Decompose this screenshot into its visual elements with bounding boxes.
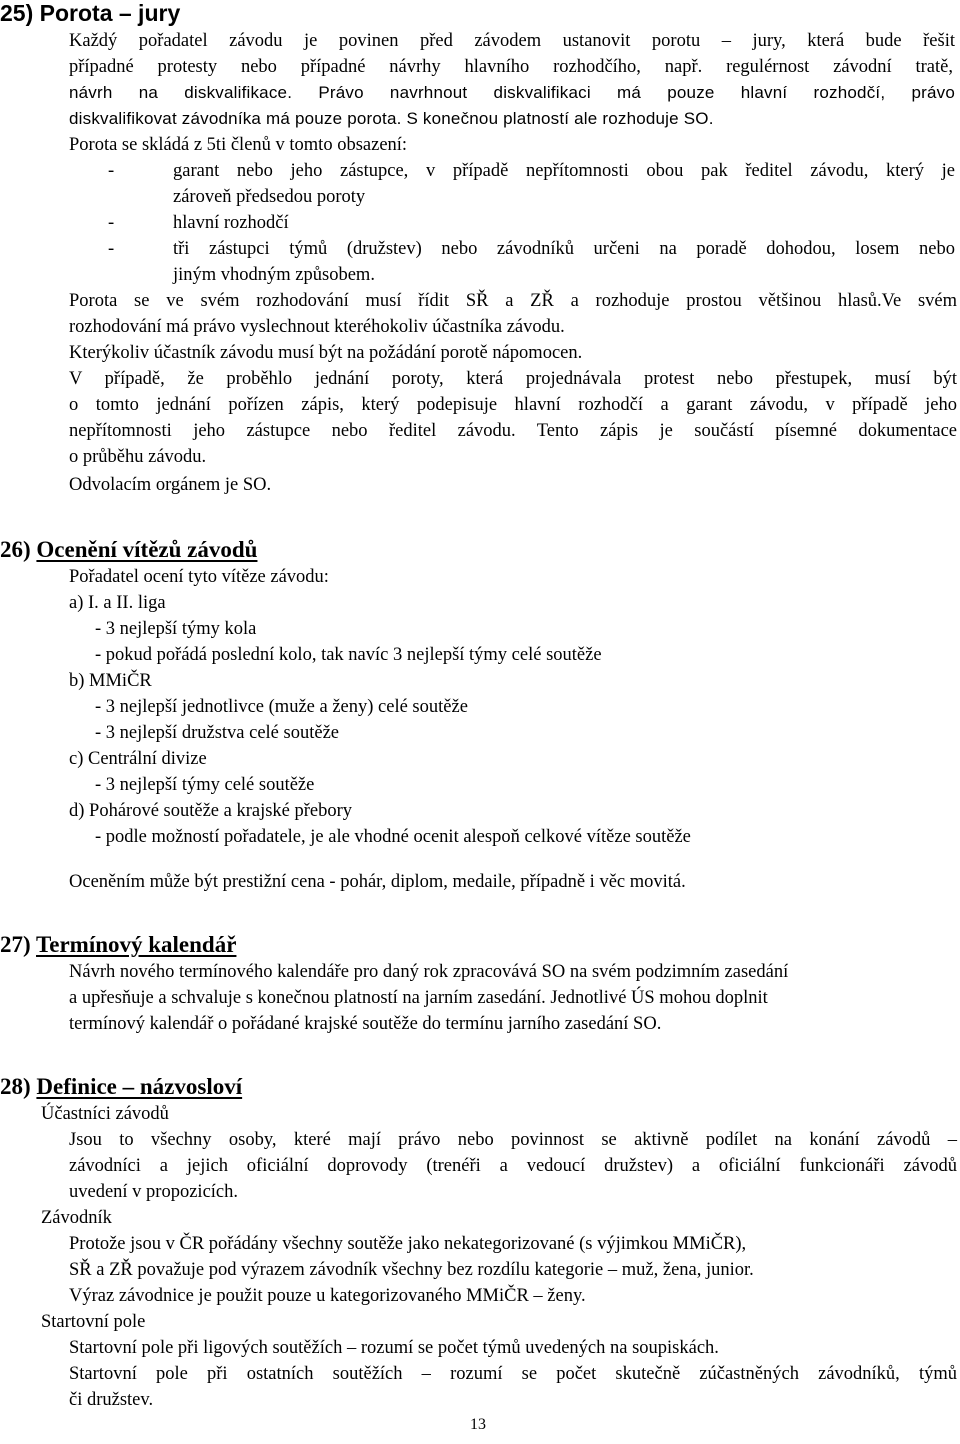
paragraph-line: nepřítomnosti jeho zástupce nebo ředitel závodu. Tento zápis je součástí písemné dokumentace [69,421,957,441]
list-item: garant nebo jeho zástupce, v případě nepřítomnosti obou pak ředitel závodu, který je [173,161,955,181]
paragraph-line: o tomto jednání pořízen zápis, který podepisuje hlavní rozhodčí a garant závodu, v případě jeho [69,395,957,415]
definition-term: Závodník [41,1208,112,1228]
section-title: Definice – názvosloví [36,1074,243,1099]
paragraph-line: Jsou to všechny osoby, které mají právo nebo povinnost se aktivně podílet na konání závodů – [69,1130,957,1150]
paragraph-line: termínový kalendář o pořádané krajské soutěže do termínu jarního zasedání SO. [69,1014,662,1034]
paragraph-line: Pořadatel ocení tyto vítěze závodu: [69,567,329,587]
paragraph-line: závodníci a jejich oficiální doprovody (trenéři a vedoucí družstev) a oficiální funkcionáři závodů [69,1156,957,1176]
paragraph-line: Porota se ve svém rozhodování musí řídit SŘ a ZŘ a rozhoduje prostou většinou hlasů.Ve svém [69,291,957,311]
section-title: Porota – jury [39,0,181,26]
paragraph-line: diskvalifikovat závodníka má pouze porota. S konečnou platností ale rozhoduje SO. [69,109,714,128]
list-item-continuation: zároveň předsedou poroty [173,187,366,207]
section-26-heading [0,537,257,563]
list-category: d) Pohárové soutěže a krajské přebory [69,801,353,821]
paragraph-line: a upřesňuje a schvaluje s konečnou platností na jarním zasedání. Jednotlivé ÚS mohou doplnit [69,988,768,1008]
paragraph-line: Výraz závodnice je použit pouze u kategorizovaného MMiČR – ženy. [69,1286,586,1306]
page-number: 13 [470,1416,486,1433]
list-category: a) I. a II. liga [69,593,166,613]
list-item: - podle možností pořadatele, je ale vhodné ocenit alespoň celkové vítěze soutěže [95,827,691,847]
paragraph-line: Porota se skládá z 5ti členů v tomto obsazení: [69,135,408,155]
section-number: 25) [0,0,34,26]
list-item: - pokud pořádá poslední kolo, tak navíc 3 nejlepší týmy celé soutěže [95,645,602,665]
paragraph-line: či družstev. [69,1390,154,1410]
list-item: - 3 nejlepší týmy celé soutěže [95,775,315,795]
paragraph-line: Odvolacím orgánem je SO. [69,475,272,495]
list-item-continuation: jiným vhodným způsobem. [173,265,375,285]
list-item: tři zástupci týmů (družstev) nebo závodníků určeni na poradě dohodou, losem nebo [173,239,955,259]
list-item: hlavní rozhodčí [173,213,289,233]
paragraph-line: Startovní pole při ligových soutěžích – rozumí se počet týmů uvedených na soupiskách. [69,1338,719,1358]
paragraph-line: Protože jsou v ČR pořádány všechny soutěže jako nekategorizované (s výjimkou MMiČR), [69,1234,747,1254]
paragraph-line: SŘ a ZŘ považuje pod výrazem závodník všechny bez rozdílu kategorie – muž, žena, junior. [69,1260,754,1280]
paragraph-line: rozhodování má právo vyslechnout kteréhokoliv účastníka závodu. [69,317,565,337]
section-number: 28) [0,1074,31,1099]
section-title: Termínový kalendář [36,932,237,957]
list-item: - 3 nejlepší družstva celé soutěže [95,723,339,743]
list-item: - 3 nejlepší týmy kola [95,619,257,639]
definition-term: Účastníci závodů [41,1104,169,1124]
paragraph-line: V případě, že proběhlo jednání poroty, která projednávala protest nebo přestupek, musí být [69,369,957,389]
paragraph-line: Kterýkoliv účastník závodu musí být na požádání porotě nápomocen. [69,343,583,363]
paragraph-line: návrh na diskvalifikace. Právo navrhnout diskvalifikaci má pouze hlavní rozhodčí, právo [69,83,955,102]
section-27-heading [0,932,236,958]
list-dash: - [108,161,115,181]
list-category: b) MMiČR [69,671,152,691]
paragraph-line: případné protesty nebo případné návrhy hlavního rozhodčího, např. regulérnost závodní tratě, [69,57,953,77]
section-number: 26) [0,537,31,562]
list-dash: - [108,213,115,233]
definition-term: Startovní pole [41,1312,146,1332]
list-item: - 3 nejlepší jednotlivce (muže a ženy) celé soutěže [95,697,468,717]
paragraph-line: o průběhu závodu. [69,447,207,467]
section-25-heading [0,0,180,26]
paragraph-line: Každý pořadatel závodu je povinen před závodem ustanovit porotu – jury, která bude řešit [69,31,955,51]
section-28-heading [0,1074,242,1100]
paragraph-line: Návrh nového termínového kalendáře pro daný rok zpracovává SO na svém podzimním zasedání [69,962,789,982]
paragraph-line: Oceněním může být prestižní cena - pohár, diplom, medaile, případně i věc movitá. [69,872,686,892]
list-category: c) Centrální divize [69,749,207,769]
section-number: 27) [0,932,31,957]
paragraph-line: uvedení v propozicích. [69,1182,239,1202]
section-title: Ocenění vítězů závodů [36,537,258,562]
list-dash: - [108,239,115,259]
paragraph-line: Startovní pole při ostatních soutěžích – rozumí se počet skutečně zúčastněných závodníků, týmů [69,1364,957,1384]
